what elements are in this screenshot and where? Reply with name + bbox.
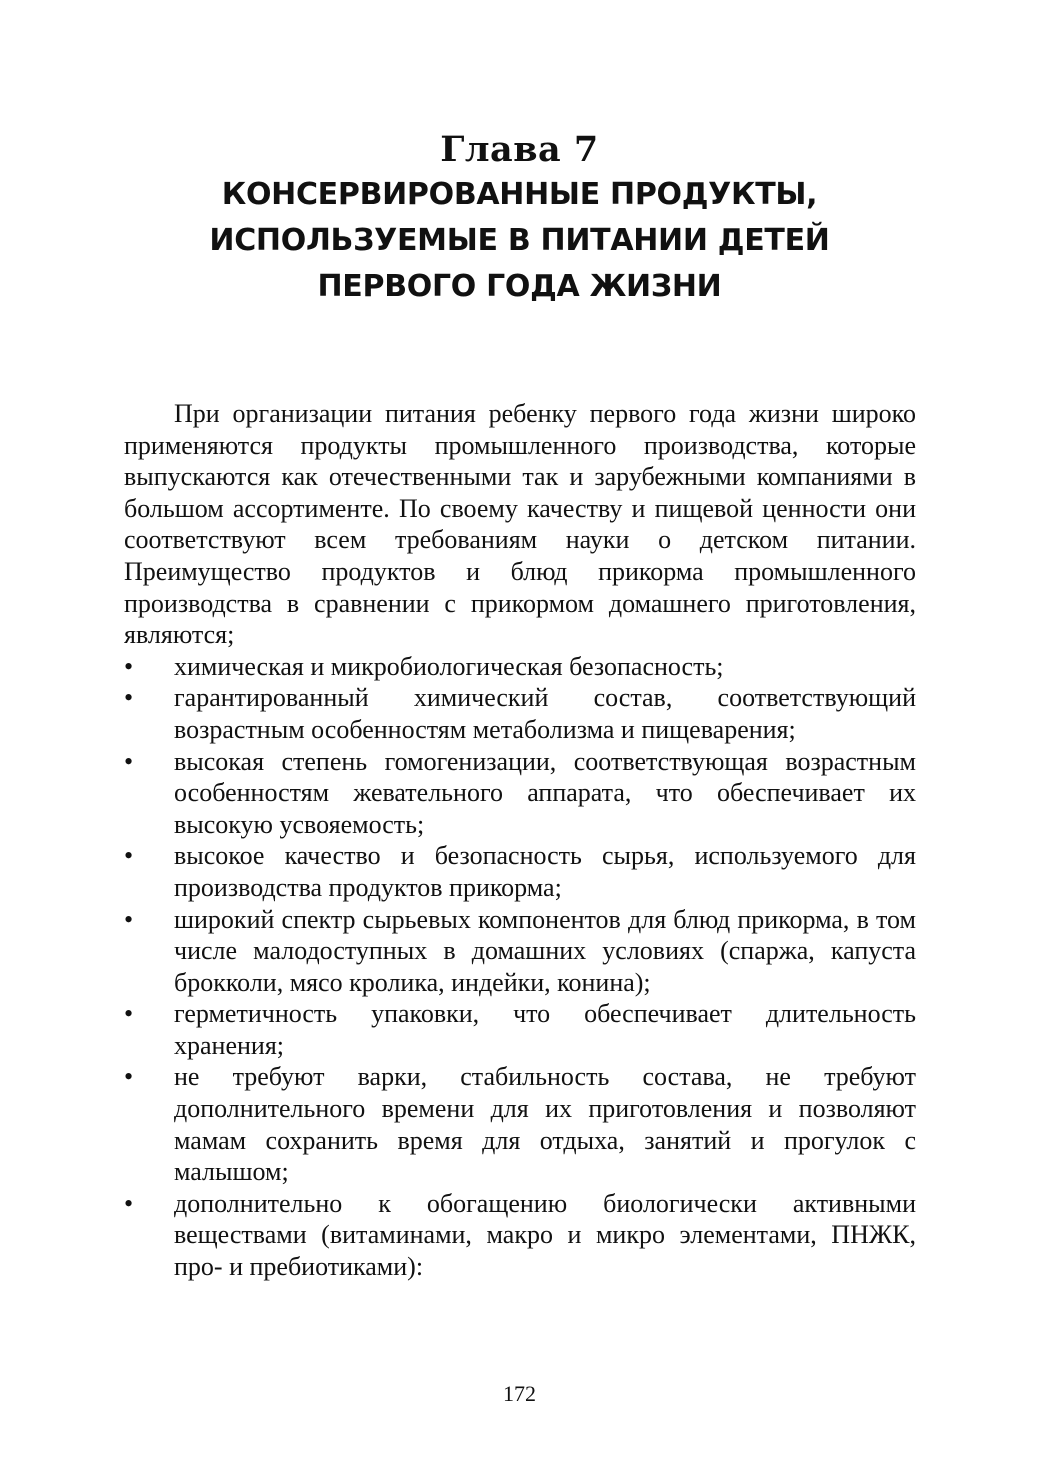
advantages-list	[124, 651, 916, 1283]
chapter-title-line-1: КОНСЕРВИРОВАННЫЕ ПРОДУКТЫ,	[221, 177, 818, 212]
page-number: 172	[503, 1381, 536, 1406]
list-item	[124, 840, 916, 903]
list-item-text: химическая и микробиологическая безопасность;	[174, 651, 724, 681]
list-item	[124, 746, 916, 841]
chapter-heading	[120, 128, 919, 310]
list-item	[124, 651, 916, 683]
bullet-marker: •	[124, 841, 134, 871]
list-item	[124, 998, 916, 1061]
list-item-text: герметичность упаковки, что обеспечивает длительность хранения;	[174, 999, 916, 1060]
bullet-marker: •	[124, 651, 134, 681]
list-item-text: не требуют варки, стабильность состава, не требуют дополнительного времени для их приготовления и позволяют мамам сохранить время для отдыха, занятий и прогулок с малышом;	[174, 1062, 916, 1187]
list-item	[124, 682, 916, 745]
chapter-number: Глава 7	[440, 129, 599, 170]
list-item-text: высокая степень гомогенизации, соответствующая возрастным особенностям жевательного аппарата, что обеспечивает их высокую усвояемость;	[174, 746, 916, 839]
list-item	[124, 1061, 916, 1187]
bullet-marker: •	[124, 1188, 134, 1218]
list-item-text: широкий спектр сырьевых компонентов для блюд прикорма, в том числе малодоступных в домашних условиях (спаржа, капуста брокколи, мясо кролика, индейки, конина);	[174, 904, 916, 997]
bullet-marker: •	[124, 1062, 134, 1092]
list-item-text: дополнительно к обогащению биологически активными веществами (витаминами, макро и микро элементами, ПНЖК, про- и пребиотиками):	[174, 1188, 916, 1282]
bullet-marker: •	[124, 904, 134, 934]
bullet-marker: •	[124, 746, 134, 776]
list-item-text: высокое качество и безопасность сырья, используемого для производства продуктов прикорма;	[174, 841, 916, 902]
intro-paragraph: При организации питания ребенку первого года жизни широко применяются продукты промышленного производства, которые выпускаются как отечественными так и зарубежными компаниями в большом ассортименте. По своему качеству и пищевой ценности они соответствуют всем требованиям науки о детском питании. Преимущество продуктов и блюд прикорма промышленного производства в сравнении с прикормом домашнего приготовления, являются;	[124, 399, 916, 650]
bullet-marker: •	[124, 683, 134, 713]
list-item	[124, 1188, 916, 1283]
list-item-text: гарантированный химический состав, соответствующий возрастным особенностям метаболизма и пищеварения;	[174, 683, 916, 744]
list-item	[124, 904, 916, 999]
chapter-title-line-3: ПЕРВОГО ГОДА ЖИЗНИ	[317, 269, 722, 304]
bullet-marker: •	[124, 999, 134, 1029]
chapter-title-line-2: ИСПОЛЬЗУЕМЫЕ В ПИТАНИИ ДЕТЕЙ	[209, 223, 830, 258]
body-text	[124, 398, 916, 1283]
